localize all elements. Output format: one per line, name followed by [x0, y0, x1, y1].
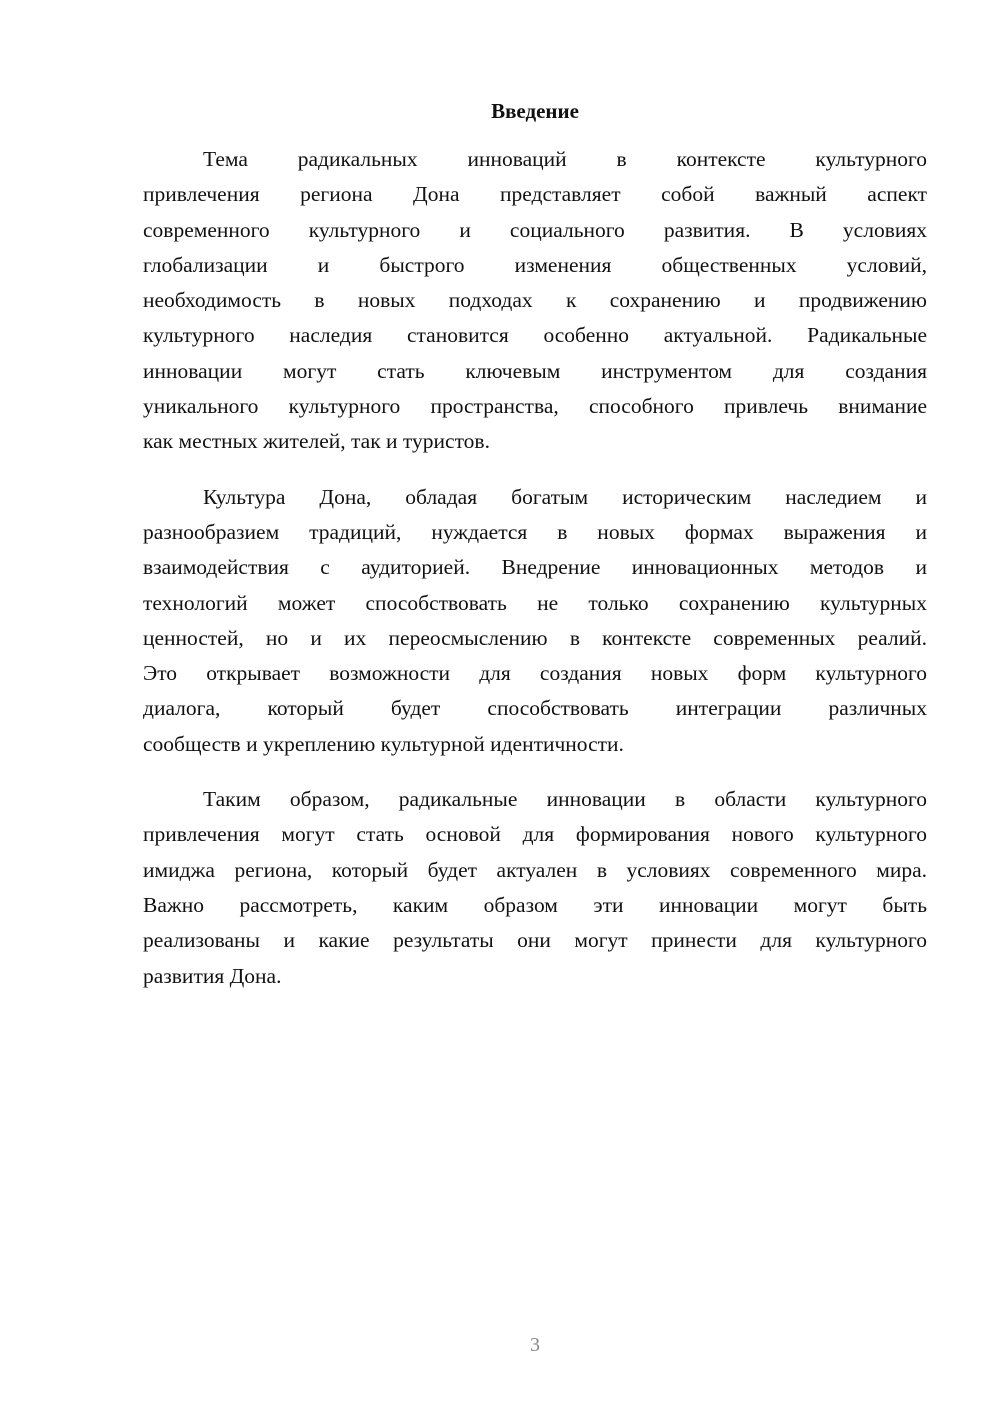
text-line: взаимодействия с аудиторией. Внедрение инновационных методов и: [143, 555, 927, 580]
text-line: уникального культурного пространства, способного привлечь внимание: [143, 394, 927, 419]
paragraph: [143, 782, 927, 994]
text-line: необходимость в новых подходах к сохранению и продвижению: [143, 288, 927, 313]
text-line: развития Дона.: [143, 963, 282, 988]
text-line: как местных жителей, так и туристов.: [143, 429, 490, 454]
text-line: Таким образом, радикальные инновации в области культурного: [203, 787, 927, 812]
page-number: 3: [530, 1334, 540, 1356]
text-line: ценностей, но и их переосмыслению в контексте современных реалий.: [143, 625, 927, 650]
text-line: культурного наследия становится особенно актуальной. Радикальные: [143, 323, 927, 348]
text-line: Это открывает возможности для создания новых форм культурного: [143, 661, 927, 686]
paragraph: [143, 480, 927, 762]
text-line: инновации могут стать ключевым инструментом для создания: [143, 358, 927, 383]
text-line: современного культурного и социального развития. В условиях: [143, 217, 927, 242]
text-line: Важно рассмотреть, каким образом эти инновации могут быть: [143, 892, 927, 917]
text-line: диалога, который будет способствовать интеграции различных: [143, 696, 927, 721]
document-body: [143, 142, 927, 1014]
section-title: Введение: [491, 99, 579, 123]
text-line: Культура Дона, обладая богатым историческим наследием и: [203, 484, 927, 509]
paragraph: [143, 142, 927, 460]
text-line: сообществ и укреплению культурной идентичности.: [143, 731, 624, 756]
text-line: Тема радикальных инноваций в контексте культурного: [203, 147, 927, 171]
text-line: разнообразием традиций, нуждается в новых формах выражения и: [143, 519, 927, 544]
text-line: привлечения могут стать основой для формирования нового культурного: [143, 822, 927, 847]
text-line: привлечения региона Дона представляет собой важный аспект: [143, 182, 927, 207]
text-line: глобализации и быстрого изменения общественных условий,: [143, 252, 927, 277]
text-line: имиджа региона, который будет актуален в условиях современного мира.: [143, 857, 927, 882]
text-line: технологий может способствовать не только сохранению культурных: [143, 590, 927, 615]
text-line: реализованы и какие результаты они могут принести для культурного: [143, 928, 927, 953]
